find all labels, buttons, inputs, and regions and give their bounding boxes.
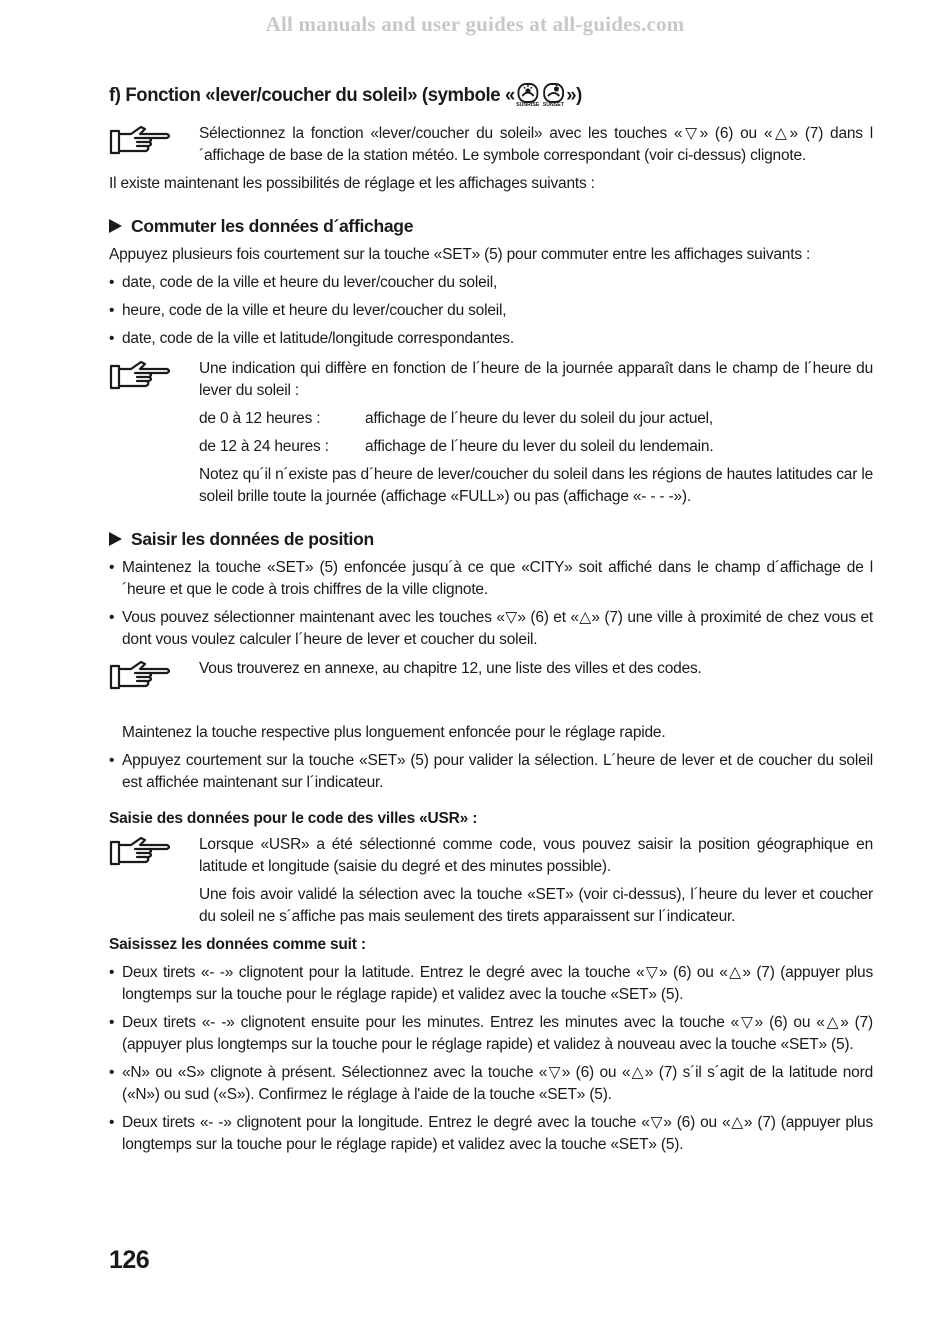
latitude-note: Notez qu´il n´existe pas d´heure de lever/coucher du soleil dans les régions de hautes latitudes car le soleil brille toute la journée (affichage «FULL») ou pas (affichage «- - - -»).: [199, 466, 873, 505]
list-item-text: date, code de la ville et heure du lever/coucher du soleil,: [122, 274, 498, 291]
list-item-text: «N» ou «S» clignote à présent. Sélectionnez avec la touche «▽» (6) ou «△» (7) s´il s´agit de la latitude nord («N») ou sud («S»). Confirmez le réglage à l'aide de la touche «SET» (5).: [122, 1064, 873, 1103]
list-item-text: date, code de la ville et latitude/longitude correspondantes.: [122, 330, 514, 347]
section1-text: Appuyez plusieurs fois courtement sur la touche «SET» (5) pour commuter entre les affichages suivants :: [109, 246, 811, 263]
list-item-text: Appuyez courtement sur la touche «SET» (5) pour valider la sélection. L´heure de lever et de coucher du soleil est affichée maintenant sur l´indicateur.: [122, 752, 873, 791]
sunrise-caption: SUNRISE: [516, 101, 540, 108]
section2-heading-text: Saisir les données de position: [131, 529, 374, 549]
title-text-after: »): [566, 83, 582, 106]
list-item-text: Deux tirets «- -» clignotent pour la latitude. Entrez le degré avec la touche «▽» (6) ou «△» (7) (appuyer plus longtemps sur la touche pour le réglage rapide) et validez avec la touche «SET» (5).: [122, 964, 873, 1003]
list-item: • Deux tirets «- -» clignotent ensuite pour les minutes. Entrez les minutes avec la touche «▽» (6) ou «△» (7) (appuyer plus longtemps sur la touche pour le réglage rapide) et validez à nouveau avec la touche «SET» (5).: [109, 1012, 873, 1056]
note-intro: [109, 123, 873, 167]
hold-text: Maintenez la touche respective plus longuement enfoncée pour le réglage rapide.: [122, 724, 666, 741]
page-content: [109, 78, 873, 1156]
annex-note-text: Vous trouverez en annexe, au chapitre 12, une liste des villes et des codes.: [199, 660, 702, 677]
list-item: • «N» ou «S» clignote à présent. Sélectionnez avec la touche «▽» (6) ou «△» (7) s´il s´agit de la latitude nord («N») ou sud («S»). Confirmez le réglage à l'aide de la touche «SET» (5).: [109, 1062, 873, 1106]
note-sunrise-time: [109, 358, 873, 508]
triangle-bullet-icon: [109, 532, 122, 546]
section-heading-display: [109, 214, 873, 238]
entry-heading: Saisissez les données comme suit :: [109, 936, 366, 953]
list-item: • date, code de la ville et latitude/longitude correspondantes.: [109, 328, 873, 350]
sunrise-icon: [517, 83, 538, 103]
usr-note-text: Lorsque «USR» a été sélectionné comme code, vous pouvez saisir la position géographique en latitude et longitude (saisie du degré et des minutes possible).: [199, 836, 873, 875]
sunset-symbol: [541, 83, 565, 108]
sunrise-time-note: Une indication qui diffère en fonction de l´heure de la journée apparaît dans le champ de l´heure du lever du soleil :: [199, 360, 873, 399]
list-item: • Appuyez courtement sur la touche «SET» (5) pour valider la sélection. L´heure de lever et de coucher du soleil est affichée maintenant sur l´indicateur.: [109, 750, 873, 794]
pointing-hand-icon: [109, 658, 199, 696]
sunset-icon: [543, 83, 564, 103]
list-item: • Maintenez la touche «SET» (5) enfoncée jusqu´à ce que «CITY» soit affiché dans le champ d´affichage de l´heure et que le code à trois chiffres de la ville clignote.: [109, 557, 873, 601]
title-text-before: f) Fonction «lever/coucher du soleil» (symbole «: [109, 83, 515, 106]
list-item: • heure, code de la ville et heure du lever/coucher du soleil,: [109, 300, 873, 322]
sun-symbols: [516, 83, 565, 108]
list-item: • Vous pouvez sélectionner maintenant avec les touches «▽» (6) et «△» (7) une ville à proximité de chez vous et dont vous voulez calculer l´heure de lever et coucher du soleil.: [109, 607, 873, 651]
intro-note-text: Sélectionnez la fonction «lever/coucher du soleil» avec les touches «▽» (6) ou «△» (7) dans l´affichage de base de la station météo. Le symbole correspondant (voir ci-dessus) clignote.: [199, 125, 873, 164]
note-annex: [109, 658, 873, 696]
time-range: de 12 à 24 heures :: [199, 438, 329, 455]
list-item: • Deux tirets «- -» clignotent pour la longitude. Entrez le degré avec la touche «▽» (6) ou «△» (7) (appuyer plus longtemps sur la touche pour le réglage rapide) et validez avec la touche «SET» (5).: [109, 1112, 873, 1156]
section-heading-position: [109, 527, 873, 551]
triangle-bullet-icon: [109, 219, 122, 233]
section1-heading-text: Commuter les données d´affichage: [131, 216, 414, 236]
watermark: All manuals and user guides at all-guides.com: [265, 12, 685, 36]
usr-note-text-2: Une fois avoir validé la sélection avec la touche «SET» (voir ci-dessus), l´heure du lever et coucher du soleil ne s´affiche pas mais seulement des tirets apparaissent sur l´indicateur.: [199, 886, 873, 925]
list-item-text: Maintenez la touche «SET» (5) enfoncée jusqu´à ce que «CITY» soit affiché dans le champ d´affichage de l´heure et que le code à trois chiffres de la ville clignote.: [122, 559, 873, 598]
list-item-text: Deux tirets «- -» clignotent ensuite pour les minutes. Entrez les minutes avec la touche «▽» (6) ou «△» (7) (appuyer plus longtemps sur la touche pour le réglage rapide) et validez à nouveau avec la touche «SET» (5).: [122, 1014, 873, 1053]
list-item: • date, code de la ville et heure du lever/coucher du soleil,: [109, 272, 873, 294]
time-row: [199, 408, 873, 430]
pointing-hand-icon: [109, 358, 199, 396]
list-item: • Deux tirets «- -» clignotent pour la latitude. Entrez le degré avec la touche «▽» (6) ou «△» (7) (appuyer plus longtemps sur la touche pour le réglage rapide) et validez avec la touche «SET» (5).: [109, 962, 873, 1006]
sunrise-symbol: [516, 83, 540, 108]
pointing-hand-icon: [109, 123, 199, 161]
list-item-text: Deux tirets «- -» clignotent pour la longitude. Entrez le degré avec la touche «▽» (6) ou «△» (7) (appuyer plus longtemps sur la touche pour le réglage rapide) et validez avec la touche «SET» (5).: [122, 1114, 873, 1153]
time-desc: affichage de l´heure du lever du soleil du jour actuel,: [365, 410, 714, 427]
time-range: de 0 à 12 heures :: [199, 410, 321, 427]
list-item-text: heure, code de la ville et heure du lever/coucher du soleil,: [122, 302, 507, 319]
list-item-text: Vous pouvez sélectionner maintenant avec les touches «▽» (6) et «△» (7) une ville à proximité de chez vous et dont vous voulez calculer l´heure de lever et coucher du soleil.: [122, 609, 873, 648]
pointing-hand-icon: [109, 834, 199, 872]
time-row: [199, 436, 873, 458]
page-title: [109, 78, 835, 112]
page-number: 126: [109, 1246, 150, 1274]
usr-heading: Saisie des données pour le code des villes «USR» :: [109, 810, 478, 827]
time-desc: affichage de l´heure du lever du soleil du lendemain.: [365, 438, 714, 455]
intro-text: Il existe maintenant les possibilités de réglage et les affichages suivants :: [109, 175, 595, 192]
note-usr: [109, 834, 873, 928]
sunset-caption: SUNSET: [542, 101, 564, 108]
